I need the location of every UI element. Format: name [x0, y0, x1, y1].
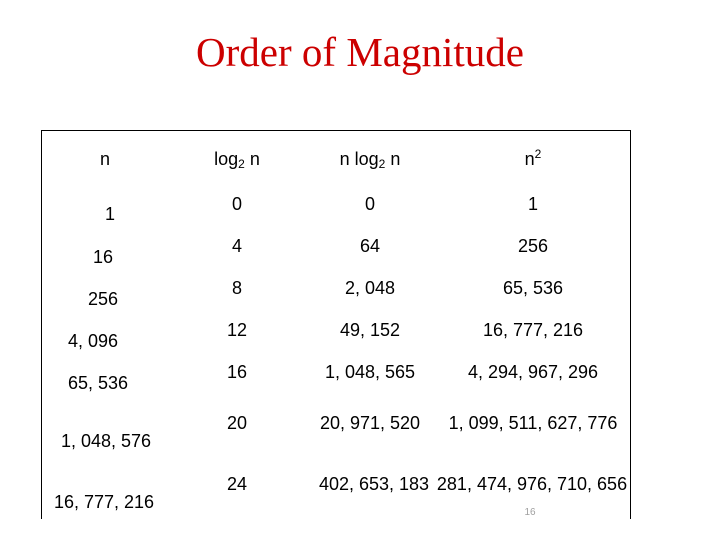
header-log2-n: $\log_2 n$	[214, 149, 260, 171]
n-log2-n-value: 0	[364, 194, 376, 214]
n-value: 65, 536	[67, 373, 129, 393]
n-log2-n-value: 1, 048, 565	[324, 362, 416, 382]
log2-n-value: 0	[231, 194, 243, 214]
n-squared-value: 65, 536	[502, 278, 564, 298]
log2-n-value: 4	[231, 236, 243, 256]
n-value: 256	[87, 289, 119, 309]
slide-title: Order of Magnitude	[196, 29, 524, 75]
n-squared-value: 281, 474, 976, 710, 656	[436, 474, 628, 494]
n-squared-value: 1	[527, 194, 539, 214]
header-n-squared: $n^2$	[524, 147, 542, 169]
page-number: 16	[524, 507, 536, 518]
n-log2-n-value: 20, 971, 520	[319, 413, 421, 433]
log2-n-value: 24	[226, 474, 248, 494]
n-log2-n-value: 2, 048	[344, 278, 396, 298]
n-squared-value: 256	[517, 236, 549, 256]
log2-n-value: 16	[226, 362, 248, 382]
n-value: 16, 777, 216	[53, 492, 155, 512]
log2-n-value: 8	[231, 278, 243, 298]
n-value: 4, 096	[67, 331, 119, 351]
n-value: 1, 048, 576	[60, 431, 152, 451]
header-n: n	[99, 149, 111, 169]
n-log2-n-value: 49, 152	[339, 320, 401, 340]
n-value: 1	[104, 204, 116, 224]
n-squared-value: 1, 099, 511, 627, 776	[448, 413, 618, 433]
n-log2-n-value: 402, 653, 183	[318, 474, 430, 494]
log2-n-value: 20	[226, 413, 248, 433]
n-squared-value: 16, 777, 216	[482, 320, 584, 340]
n-squared-value: 4, 294, 967, 296	[467, 362, 599, 382]
header-n-log2-n: n $\log_2 n$	[339, 149, 401, 171]
log2-n-value: 12	[226, 320, 248, 340]
n-value: 16	[92, 247, 114, 267]
n-log2-n-value: 64	[359, 236, 381, 256]
